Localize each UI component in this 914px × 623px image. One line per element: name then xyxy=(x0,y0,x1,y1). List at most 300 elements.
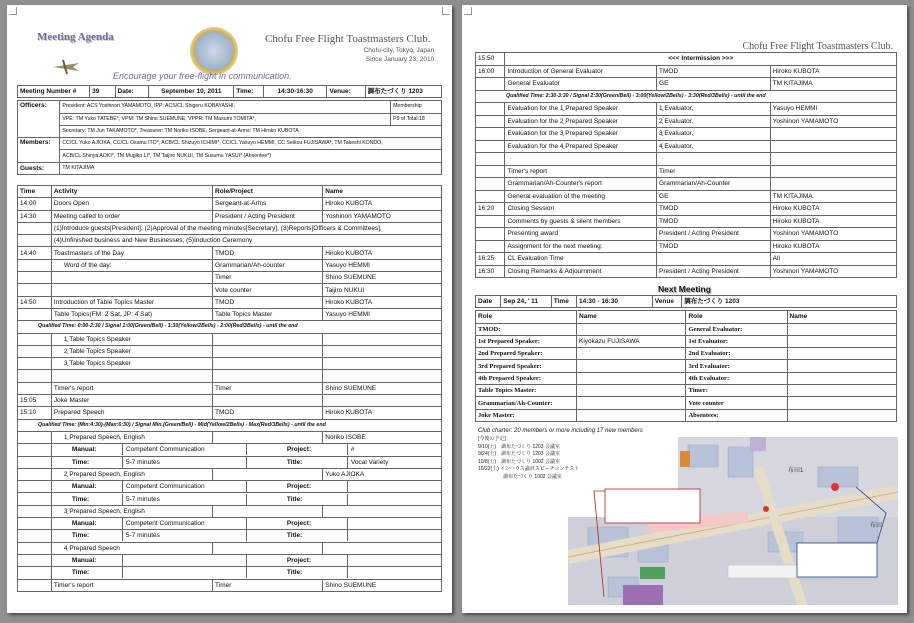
agenda-title: Meeting Agenda xyxy=(37,31,114,43)
speech-field-value: 5-7 minutes xyxy=(122,530,246,541)
row-role: GE xyxy=(657,78,771,91)
row-role xyxy=(657,253,771,266)
speech-detail-row xyxy=(18,554,442,566)
table-row xyxy=(476,253,897,266)
row-activity: Timer's report xyxy=(51,382,212,394)
speech-field-label: Manual: xyxy=(71,446,97,454)
speech-detail-inner xyxy=(52,530,441,541)
speech-detail-row xyxy=(18,518,442,530)
agenda-table xyxy=(17,185,442,592)
next-name xyxy=(787,348,896,360)
next-date: Sep 24, ' 11 xyxy=(501,296,552,308)
membership-label: Membership xyxy=(391,101,442,113)
table-row xyxy=(476,53,897,66)
meeting-date: September 10, 2011 xyxy=(149,86,234,98)
table-row xyxy=(18,419,442,431)
next-role: General Evaluator: xyxy=(686,323,787,335)
empty-cell xyxy=(18,235,52,247)
margin-corner xyxy=(464,7,472,15)
next-name xyxy=(577,385,686,397)
row-activity: Closing Session xyxy=(505,203,657,216)
row-activity: Joke Master xyxy=(51,395,212,407)
officers-line: VPE: TM Yuko TATEBE*, VPM: TM Shino SUEMUNE, VPPR: TM Masumi TOMITA*, xyxy=(60,113,391,125)
venue-label: Venue: xyxy=(327,86,365,98)
row-name: Yoshinori YAMAMOTO xyxy=(770,115,896,128)
row-time xyxy=(18,382,52,394)
row-time xyxy=(476,190,505,203)
next-role: Absentees: xyxy=(686,409,787,421)
next-name xyxy=(787,397,896,409)
speech-field-label: Time: xyxy=(71,458,90,466)
schedule-item: 9/10(土) 調布たづくり 1203 会議室 xyxy=(478,443,560,450)
table-row xyxy=(18,407,442,419)
speech-field-label: Title: xyxy=(246,494,347,505)
next-time: 14:30 - 16:30 xyxy=(577,296,653,308)
table-row xyxy=(476,78,897,91)
empty-cell xyxy=(18,468,52,480)
row-role: TMOD xyxy=(657,203,771,216)
row-role: TMOD xyxy=(213,247,323,259)
row-name: Hiroko KUBOTA xyxy=(323,296,442,308)
row-activity xyxy=(51,370,212,382)
airplane-icon xyxy=(51,57,81,77)
meeting-time: 14:30-16:30 xyxy=(263,86,327,98)
table-row xyxy=(18,468,442,480)
next-role: 2nd Evaluator: xyxy=(686,348,787,360)
empty-cell xyxy=(18,530,52,542)
speech-field-label: Manual: xyxy=(71,483,97,491)
empty-cell xyxy=(18,554,52,566)
row-role xyxy=(657,153,771,166)
table-row xyxy=(18,235,442,247)
empty-cell xyxy=(18,542,52,554)
row-name xyxy=(770,153,896,166)
row-name xyxy=(770,178,896,191)
speech-detail-inner xyxy=(52,494,441,505)
members-label: Members: xyxy=(18,138,60,163)
speech-detail xyxy=(51,530,441,542)
next-name: Kiyokazu FUJISAWA xyxy=(577,335,686,347)
row-activity: Assignment for the next meeting: xyxy=(505,240,657,253)
row-activity xyxy=(51,272,212,284)
empty-cell xyxy=(18,493,52,505)
map-label: 布田 xyxy=(870,523,883,529)
speech-field-value: Competent Communication xyxy=(122,444,246,455)
speech-field-value xyxy=(347,481,441,492)
table-row xyxy=(476,335,897,347)
row-time xyxy=(18,308,52,320)
row-activity: 3̱ Table Topics Speaker xyxy=(51,358,212,370)
speech-detail xyxy=(51,456,441,468)
row-activity: Evaluation for the 1̱ Prepared Speaker xyxy=(505,103,657,116)
speech-detail-row xyxy=(18,567,442,579)
speech-field-label: Project: xyxy=(246,481,347,492)
row-name: Shino SUEMUNE xyxy=(323,382,442,394)
table-row xyxy=(476,215,897,228)
row-name xyxy=(323,358,442,370)
speech-field-value xyxy=(347,555,441,566)
table-row xyxy=(18,296,442,308)
empty-cell xyxy=(213,542,323,554)
row-time xyxy=(476,165,505,178)
table-row xyxy=(476,165,897,178)
next-name xyxy=(787,360,896,372)
row-name xyxy=(323,345,442,357)
next-name xyxy=(787,323,896,335)
margin-corner xyxy=(9,7,17,15)
speech-field-label: Manual: xyxy=(71,557,97,565)
time-label: Time: xyxy=(234,86,264,98)
row-time xyxy=(476,215,505,228)
row-role xyxy=(213,345,323,357)
speech-field-label: Title: xyxy=(246,567,347,578)
empty-cell xyxy=(323,505,442,517)
speech-field-label: Title: xyxy=(246,457,347,468)
row-time xyxy=(476,228,505,241)
row-role: TMOD xyxy=(657,215,771,228)
row-role: 1̱ Evaluator, xyxy=(657,103,771,116)
row-name xyxy=(323,333,442,345)
row-activity: Toastmasters of the Day xyxy=(51,247,212,259)
row-name: Yuko AJIOKA xyxy=(323,468,442,480)
row-time: 14:30 xyxy=(18,210,52,222)
table-row xyxy=(476,203,897,216)
date-label: Date: xyxy=(115,86,149,98)
table-row xyxy=(18,284,442,296)
row-role: Sergeant-at-Arms xyxy=(213,198,323,210)
speech-field-label: Project: xyxy=(246,444,347,455)
row-activity xyxy=(505,153,657,166)
speech-field-value xyxy=(122,555,246,566)
next-meeting-table xyxy=(475,295,897,422)
next-role: TMOD: xyxy=(476,323,577,335)
speech-field-value: Vocal Variety xyxy=(347,457,441,468)
club-charter: Club charter: 20 members or more including 17 new members xyxy=(478,428,643,434)
next-role: 4th Evaluator: xyxy=(686,372,787,384)
agenda-page-2 xyxy=(462,5,907,613)
row-role: Timer xyxy=(213,272,323,284)
next-role: Joke Master: xyxy=(476,409,577,421)
row-time xyxy=(476,140,505,153)
table-row xyxy=(18,370,442,382)
table-row xyxy=(18,222,442,234)
next-name xyxy=(787,372,896,384)
table-row xyxy=(476,240,897,253)
row-activity: Grammarian/Ah-Counter's report xyxy=(505,178,657,191)
next-header-role: Role xyxy=(476,311,577,323)
map-callout-box xyxy=(797,543,877,577)
table-row xyxy=(476,128,897,141)
qualified-time: Qualified Time: 0:00-2:30 / Signal 1:00(Green/Bell) - 1:30(Yellow/2Bells) - 2:00(Red/3Bells) - until the end xyxy=(18,321,442,333)
row-activity: 2̱ Table Topics Speaker xyxy=(51,345,212,357)
membership-value: P9 of Total:18 xyxy=(391,113,442,125)
row-activity: 1̱ Table Topics Speaker xyxy=(51,333,212,345)
speech-field-label: Title: xyxy=(246,530,347,541)
table-row xyxy=(476,348,897,360)
table-row xyxy=(476,190,897,203)
table-row xyxy=(476,397,897,409)
speech-detail-inner xyxy=(52,457,441,468)
row-name: Hiroko KUBOTA xyxy=(323,407,442,419)
row-role: 3̱ Evaluator, xyxy=(657,128,771,141)
table-row xyxy=(476,90,897,103)
empty-cell xyxy=(213,505,323,517)
row-role xyxy=(213,333,323,345)
next-header-name: Name xyxy=(577,311,686,323)
speech-detail-row xyxy=(18,481,442,493)
speech-field-value xyxy=(347,567,441,578)
next-name xyxy=(577,323,686,335)
col-header-activity: Activity xyxy=(51,186,212,198)
row-time xyxy=(476,240,505,253)
speech-detail-inner xyxy=(52,555,441,566)
officers-line: President: ACS Yoshinori YAMAMOTO, IPP: ACS/CL Shigeru KOBAYASHI, xyxy=(60,101,391,113)
empty-cell xyxy=(18,579,52,591)
speech-field-label: Project: xyxy=(246,518,347,529)
row-activity: Closing Remarks & Adjournment xyxy=(505,265,657,278)
speech-detail-row xyxy=(18,444,442,456)
next-role: 3rd Prepared Speaker: xyxy=(476,360,577,372)
speech-field-value: 5-7 minutes xyxy=(122,457,246,468)
row-time: 16:25 xyxy=(476,253,505,266)
agenda-table-continued xyxy=(475,52,897,278)
row-name: All xyxy=(770,253,896,266)
empty-cell xyxy=(213,468,323,480)
schedule-item: 9/24(土) 調布たづくり 1203 会議室 xyxy=(478,451,560,458)
speech-field-value xyxy=(122,567,246,578)
row-role: President / Acting President xyxy=(657,265,771,278)
row-name: Shino SUEMUNE xyxy=(323,579,442,591)
col-header-role: Role/Project xyxy=(213,186,323,198)
speech-field-value: 5-7 minutes xyxy=(122,494,246,505)
venue-map xyxy=(568,437,898,605)
table-row xyxy=(476,115,897,128)
row-time: 15:50 xyxy=(476,53,505,66)
row-role: GE xyxy=(657,190,771,203)
row-name: TM KITAJIMA xyxy=(770,190,896,203)
next-venue: 調布たづくり 1203 xyxy=(682,296,897,308)
members-line: ACB/CL Shinya AOKI*, TM Mugiko LI*, TM Taijiro NUKUI, TM Susumu YASUI* (Absentee*) xyxy=(60,150,442,162)
row-time xyxy=(18,345,52,357)
speech-detail-row xyxy=(18,456,442,468)
row-activity: Doors Open xyxy=(51,198,212,210)
empty-cell xyxy=(18,456,52,468)
table-row xyxy=(18,198,442,210)
row-time: 14:00 xyxy=(18,198,52,210)
table-row xyxy=(18,259,442,271)
row-role: Grammarian/Ah-counter xyxy=(213,259,323,271)
row-name: Noriko ISOBE xyxy=(323,431,442,443)
speech-field-value xyxy=(347,494,441,505)
row-activity: Evaluation for the 4̱ Prepared Speaker xyxy=(505,140,657,153)
row-activity xyxy=(51,284,212,296)
speech-detail xyxy=(51,518,441,530)
speech-field-value: # xyxy=(347,444,441,455)
table-row xyxy=(18,395,442,407)
row-role xyxy=(213,358,323,370)
row-name: Yoshinori YAMAMOTO xyxy=(770,228,896,241)
row-time xyxy=(476,103,505,116)
table-row xyxy=(476,178,897,191)
agenda-note: (1)Introduce guests[President], (2)Approval of the meeting minutes[Secretary], (3)Reports[Officers & Committees], xyxy=(51,222,441,234)
map-label: 布田1 xyxy=(788,468,804,474)
row-name: Hiroko KUBOTA xyxy=(770,215,896,228)
agenda-page-1 xyxy=(7,5,452,613)
guests-value: TM KITAJIMA xyxy=(60,162,442,174)
table-row xyxy=(18,382,442,394)
next-role: Grammarian/Ah-Counter: xyxy=(476,397,577,409)
row-activity: General Evaluator xyxy=(505,78,657,91)
row-role xyxy=(213,395,323,407)
row-role: TMOD xyxy=(213,296,323,308)
row-name: Hiroko KUBOTA xyxy=(770,65,896,78)
row-name: Hiroko KUBOTA xyxy=(323,198,442,210)
speech-detail-inner xyxy=(52,444,441,455)
row-activity: Introduction of General Evaluator xyxy=(505,65,657,78)
map-callout-box xyxy=(605,489,700,523)
row-activity: 2̱ Prepared Speech, English xyxy=(51,468,212,480)
next-name xyxy=(577,409,686,421)
table-row xyxy=(18,358,442,370)
row-time: 16:00 xyxy=(476,65,505,78)
row-role: TMOD xyxy=(657,65,771,78)
next-role: Timer: xyxy=(686,385,787,397)
row-time xyxy=(18,284,52,296)
speech-detail-inner xyxy=(52,567,441,578)
next-name xyxy=(787,409,896,421)
guests-label: Guests: xyxy=(18,162,60,174)
row-role: TMOD xyxy=(213,407,323,419)
empty-cell xyxy=(18,505,52,517)
table-row xyxy=(476,140,897,153)
next-role: Table Topics Master: xyxy=(476,385,577,397)
row-name: Hiroko KUBOTA xyxy=(770,203,896,216)
row-name: Hiroko KUBOTA xyxy=(323,247,442,259)
table-row xyxy=(18,345,442,357)
table-row xyxy=(476,103,897,116)
row-activity: CL Evaluation Time xyxy=(505,253,657,266)
row-role: Timer xyxy=(213,579,323,591)
empty-cell xyxy=(323,542,442,554)
club-logo xyxy=(190,27,238,75)
speech-detail xyxy=(51,554,441,566)
row-time xyxy=(18,272,52,284)
row-time xyxy=(476,178,505,191)
row-name: Hiroko KUBOTA xyxy=(770,240,896,253)
table-row xyxy=(476,385,897,397)
row-role: President / Acting President xyxy=(657,228,771,241)
table-row xyxy=(18,333,442,345)
speech-field-label: Project: xyxy=(246,555,347,566)
next-name xyxy=(577,360,686,372)
speech-field-value xyxy=(347,530,441,541)
meeting-number: 39 xyxy=(90,86,115,98)
table-row xyxy=(18,210,442,222)
table-row xyxy=(476,323,897,335)
next-role: Vote counter xyxy=(686,397,787,409)
table-row xyxy=(18,431,442,443)
table-row xyxy=(18,247,442,259)
row-name: TM KITAJIMA xyxy=(770,78,896,91)
next-name xyxy=(787,385,896,397)
club-location: Chofu-city, Tokyo, Japan. xyxy=(363,47,436,54)
row-name: Yasuyo HEMMI xyxy=(770,103,896,116)
row-time xyxy=(18,370,52,382)
members-line: CC/CL Yuko AJIOKA, CC/CL Osamu ITO*, ACB/CL Shizuyo ICHIMI*, CC/CL Yasuyo HEMMI, CC Seikou FUJISAWA*, TM Takeshi KONDO, xyxy=(60,138,442,150)
speech-detail-row xyxy=(18,493,442,505)
officers-line: Secretary: TM Jun TAKAMOTO*, Treasurer: TM Noriko ISOBE, Sergeant-at-Arms: TM Hiroko KUBOTA xyxy=(60,125,442,137)
row-time xyxy=(18,358,52,370)
row-time: 16:30 xyxy=(476,265,505,278)
speech-detail xyxy=(51,481,441,493)
table-row xyxy=(18,505,442,517)
row-activity: General evaluation of the meeting xyxy=(505,190,657,203)
schedule-item: 10/22(土) インハウス論評スピーチコンテスト xyxy=(478,466,580,473)
row-role xyxy=(213,370,323,382)
table-row xyxy=(18,272,442,284)
table-row xyxy=(476,409,897,421)
table-row xyxy=(476,360,897,372)
row-activity: Evaluation for the 2̱ Prepared Speaker xyxy=(505,115,657,128)
row-activity: 1̱ Prepared Speech, English xyxy=(51,431,212,443)
speech-detail-inner xyxy=(52,481,441,492)
speech-detail-row xyxy=(18,530,442,542)
col-header-time: Time xyxy=(18,186,52,198)
next-role: 4th Prepared Speaker: xyxy=(476,372,577,384)
empty-cell xyxy=(18,481,52,493)
row-time xyxy=(18,431,52,443)
row-activity: 3̱ Prepared Speech, English xyxy=(51,505,212,517)
table-row xyxy=(476,228,897,241)
row-role: Vote counter xyxy=(213,284,323,296)
next-time-label: Time xyxy=(551,296,576,308)
speech-field-label: Time: xyxy=(71,532,90,540)
speech-field-value: Competent Communication xyxy=(122,518,246,529)
speech-field-label: Time: xyxy=(71,495,90,503)
row-time xyxy=(18,333,52,345)
agenda-note: (4)Unfinished business and New Businesses, (5)Induction Ceremony xyxy=(51,235,441,247)
speech-detail xyxy=(51,444,441,456)
qualified-time: Qualified Time: (Min:4:30)-(Max:6:30) / Signal Min.(Green/Bell) - Mid(Yellow/2Bells) - Max(Red/3Bells) - until the end xyxy=(18,419,442,431)
col-header-name: Name xyxy=(323,186,442,198)
schedule xyxy=(478,436,579,482)
schedule-item: 10/8(土) 調布たづくり 1002 会議室 xyxy=(478,458,560,465)
empty-cell xyxy=(18,222,52,234)
row-activity: Timer's report xyxy=(51,579,212,591)
row-time xyxy=(18,259,52,271)
speech-field-label: Time: xyxy=(71,569,90,577)
next-name xyxy=(787,335,896,347)
row-activity: Table Topics(FM: 2̄ Sat, JP: 4̄ Sat) xyxy=(51,308,212,320)
row-time: 14:40 xyxy=(18,247,52,259)
row-time: 16:20 xyxy=(476,203,505,216)
next-role: 3rd Evaluator: xyxy=(686,360,787,372)
meeting-number-label: Meeting Number # xyxy=(18,86,90,98)
speech-field-value: Competent Communication xyxy=(122,481,246,492)
table-row xyxy=(476,153,897,166)
club-name-header: Chofu Free Flight Toastmasters Club. xyxy=(742,41,893,52)
empty-cell xyxy=(18,518,52,530)
row-activity: 4̱ Prepared Speech xyxy=(51,542,212,554)
table-row xyxy=(476,65,897,78)
table-row xyxy=(18,308,442,320)
qualified-time: Qualified Time: 2:30-3:30 / Signal 2:30(Green/Bell) - 3:00(Yellow/2Bells) - 3:30(Red/3Bells) - until the end xyxy=(476,90,897,103)
row-role: Table Topics Master xyxy=(213,308,323,320)
row-name: Yoshinori YAMAMOTO xyxy=(770,265,896,278)
officers-label: Officers: xyxy=(18,101,60,138)
row-name xyxy=(770,128,896,141)
row-name xyxy=(323,370,442,382)
